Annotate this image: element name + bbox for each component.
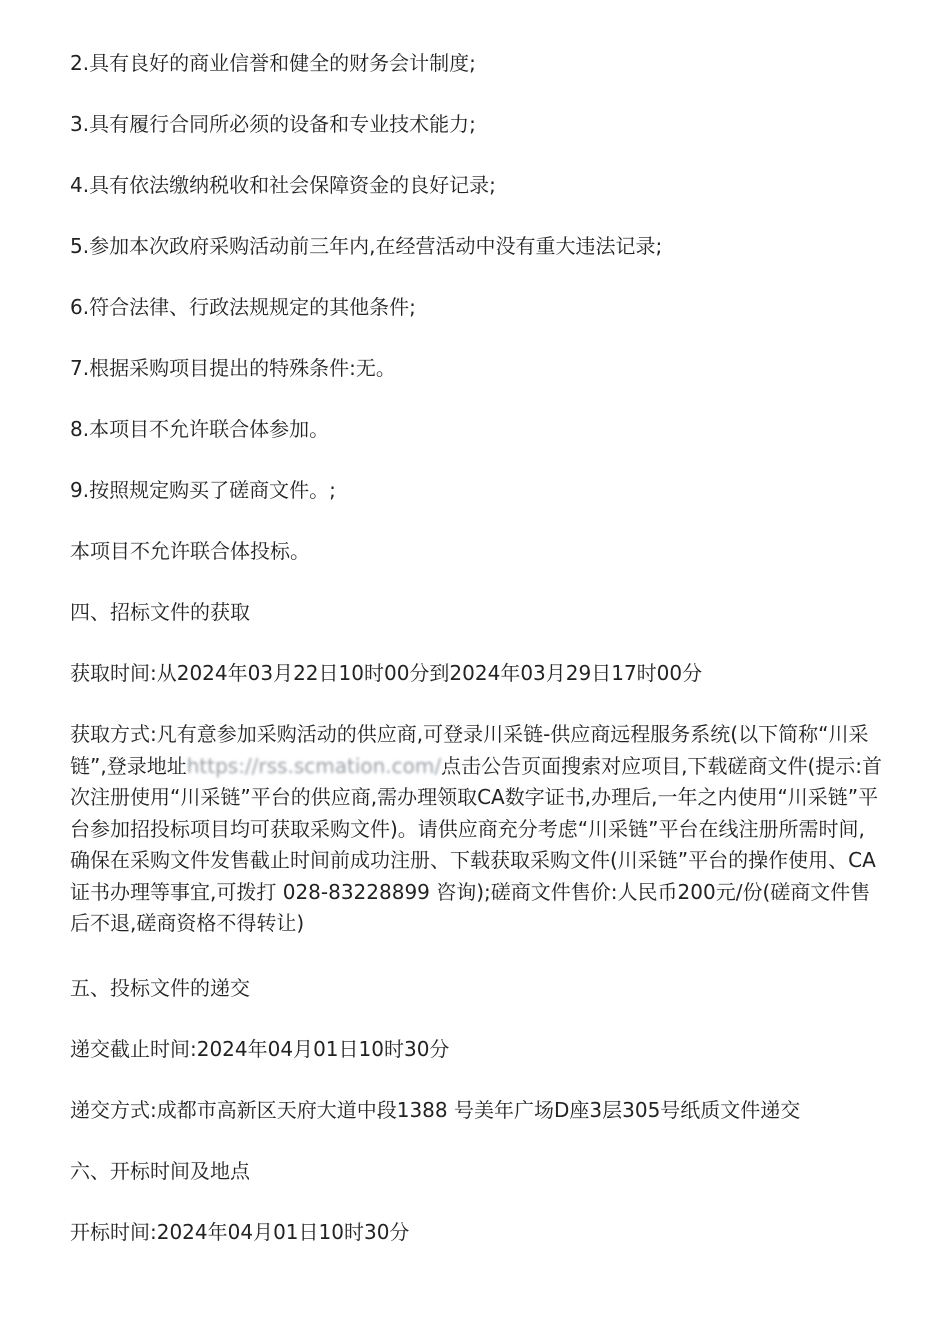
submission-deadline: 递交截止时间:2024年04月01日10时30分 (70, 1037, 450, 1061)
section-5-heading: 五、投标文件的递交 (70, 976, 250, 1000)
acquisition-time: 获取时间:从2024年03月22日10时00分到2024年03月29日17时00分 (70, 661, 703, 685)
requirement-item-2: 2.具有良好的商业信誉和健全的财务会计制度; (70, 51, 476, 75)
submission-method: 递交方式:成都市高新区天府大道中段1388 号美年广场D座3层305号纸质文件递交 (70, 1098, 801, 1122)
acquisition-method (70, 719, 882, 940)
requirement-item-8: 8.本项目不允许联合体参加。 (70, 417, 330, 441)
requirement-item-7: 7.根据采购项目提出的特殊条件:无。 (70, 356, 396, 380)
requirement-item-9: 9.按照规定购买了磋商文件。; (70, 478, 336, 502)
requirement-item-6: 6.符合法律、行政法规规定的其他条件; (70, 295, 416, 319)
section-4-heading: 四、招标文件的获取 (70, 600, 250, 624)
acquisition-method-text-1: 获取方式:凡有意参加采购活动的供应商,可登录川采链-供应商远程服务系统(以下简称“川采链”,登录地址 (70, 722, 869, 778)
section-6-heading: 六、开标时间及地点 (70, 1159, 250, 1183)
no-consortium-note: 本项目不允许联合体投标。 (70, 539, 310, 563)
requirement-item-4: 4.具有依法缴纳税收和社会保障资金的良好记录; (70, 173, 496, 197)
registration-url-link[interactable]: https://rss.scmation.com/ (186, 753, 442, 778)
acquisition-method-text-2: 点击公告页面搜索对应项目,下载磋商文件(提示:首次注册使用“川采链”平台的供应商,需办理领取CA数字证书,办理后,一年之内使用“川采链”平台参加招投标项目均可获取采购文件)。请供应商充分考虑“川采链”平台在线注册所需时间,确保在采购文件发售截止时间前成功注册、下载获取采购文件(川采链”平台的操作使用、CA证书办理等事宜,可拨打 028-83228899 咨询);磋商文件售价:人民币200元/份(磋商文件售后不退,磋商资格不得转让) (70, 753, 883, 935)
requirement-item-5: 5.参加本次政府采购活动前三年内,在经营活动中没有重大违法记录; (70, 234, 663, 258)
requirement-item-3: 3.具有履行合同所必须的设备和专业技术能力; (70, 112, 476, 136)
opening-time: 开标时间:2024年04月01日10时30分 (70, 1220, 410, 1244)
